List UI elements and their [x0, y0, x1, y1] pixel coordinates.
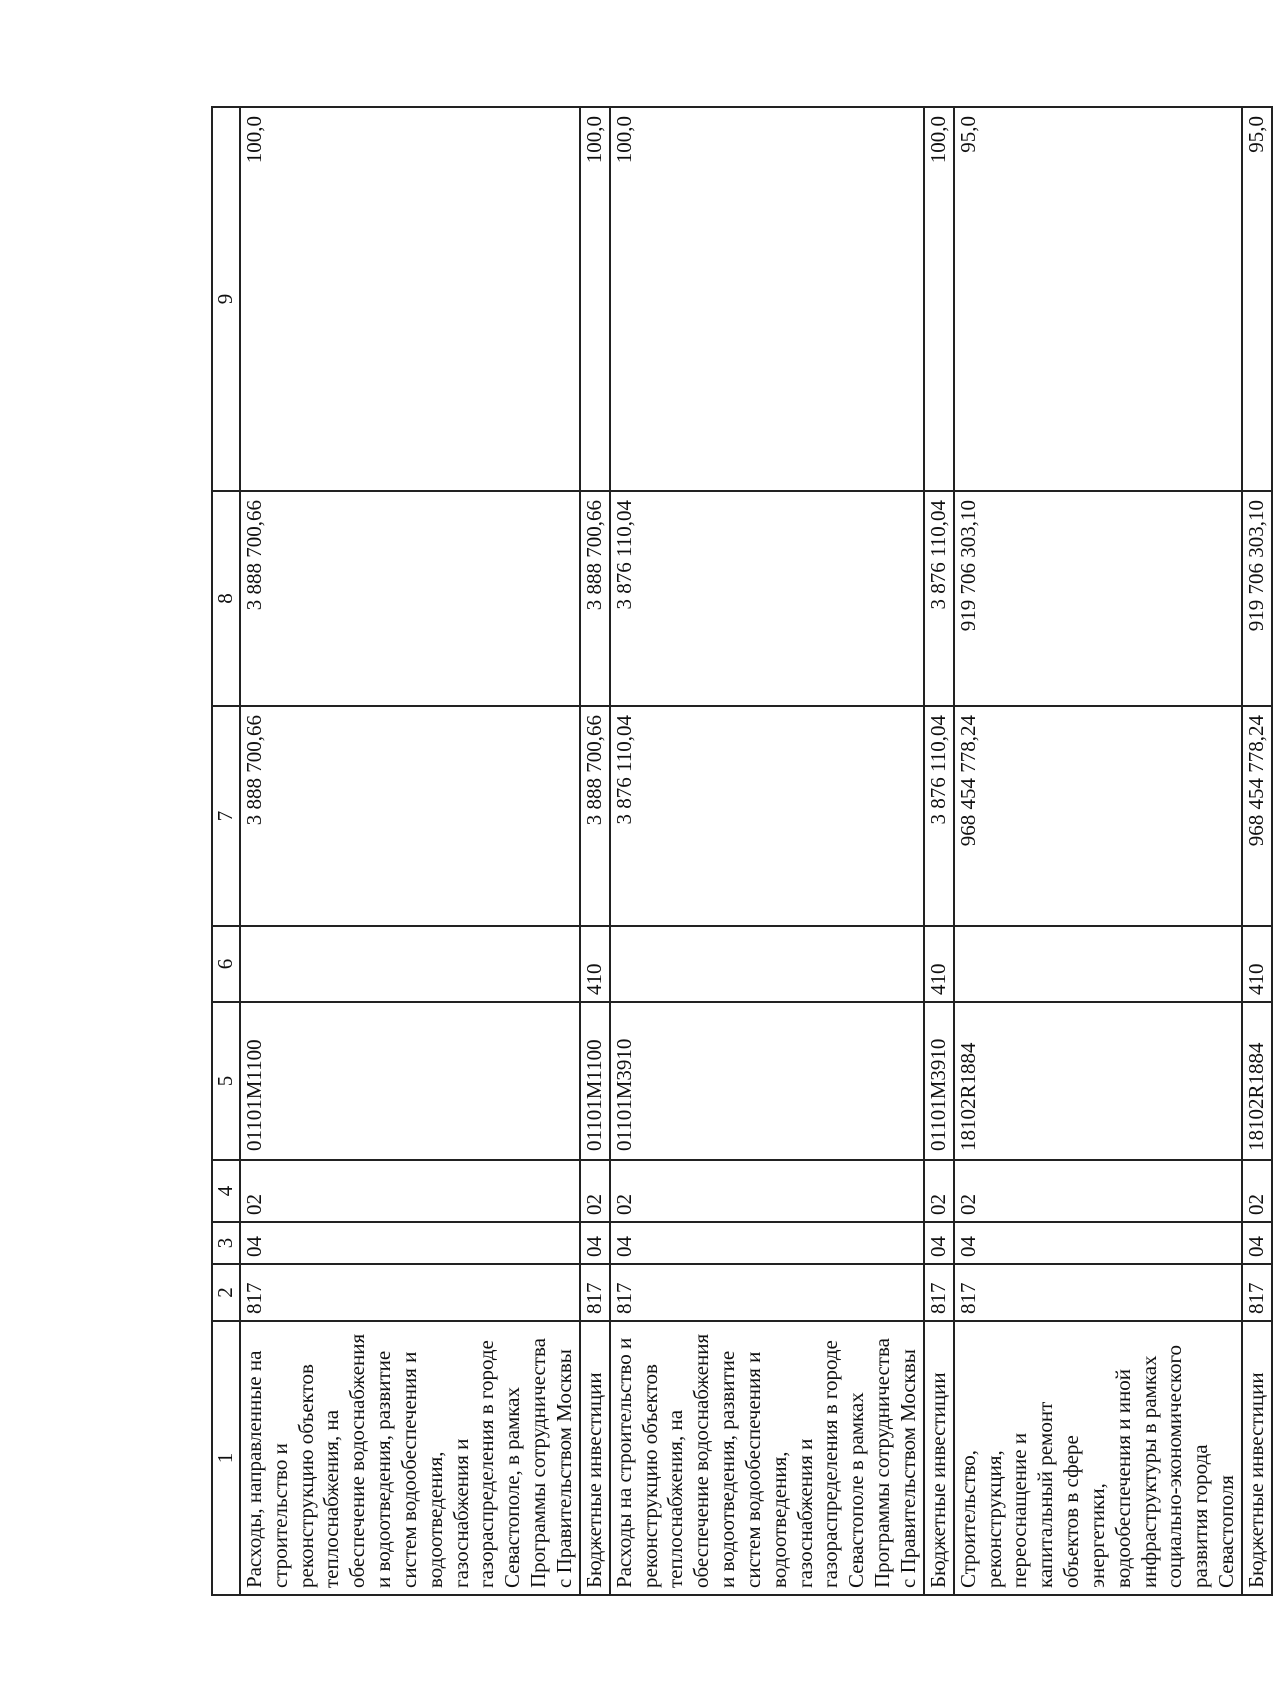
percent-cell: 100,0 — [240, 107, 580, 491]
amount-cell: 3 876 110,04 — [924, 491, 954, 706]
amount-cell: 3 876 110,04 — [924, 706, 954, 926]
amount-cell: 3 888 700,66 — [580, 491, 610, 706]
amount-cell: 3 876 110,04 — [610, 706, 924, 926]
expense-type-cell — [240, 926, 580, 1002]
amount-cell: 3 888 700,66 — [240, 706, 580, 926]
amount-cell: 968 454 778,24 — [1242, 706, 1272, 926]
header-cell: 2 — [212, 1264, 240, 1321]
expense-type-cell: 410 — [1242, 926, 1272, 1002]
subsection-code-cell: 02 — [610, 1160, 924, 1222]
ministry-code-cell: 817 — [580, 1264, 610, 1321]
header-cell: 3 — [212, 1222, 240, 1264]
amount-cell: 3 876 110,04 — [610, 491, 924, 706]
header-cell: 6 — [212, 926, 240, 1002]
expense-type-cell: 410 — [580, 926, 610, 1002]
header-cell: 1 — [212, 1321, 240, 1595]
header-cell: 8 — [212, 491, 240, 706]
expense-name-cell: Бюджетные инвестиции — [924, 1321, 954, 1595]
subsection-code-cell: 02 — [954, 1160, 1242, 1222]
target-article-cell: 18102R1884 — [1242, 1002, 1272, 1160]
section-code-cell: 04 — [924, 1222, 954, 1264]
header-cell: 4 — [212, 1160, 240, 1222]
amount-cell: 3 888 700,66 — [240, 491, 580, 706]
expense-type-cell: 410 — [924, 926, 954, 1002]
section-code-cell: 04 — [610, 1222, 924, 1264]
table-row — [1242, 107, 1272, 1595]
ministry-code-cell: 817 — [954, 1264, 1242, 1321]
ministry-code-cell: 817 — [924, 1264, 954, 1321]
header-row — [212, 107, 240, 1595]
amount-cell: 968 454 778,24 — [954, 706, 1242, 926]
table-row — [240, 107, 580, 1595]
target-article-cell: 01101M1100 — [580, 1002, 610, 1160]
section-code-cell: 04 — [1242, 1222, 1272, 1264]
expense-name-cell: Строительство, реконструкция, переоснащение и капитальный ремонт объектов в сфере энергетики, водообеспечения и иной инфраструктуры в рамках социально-экономического развития города Севастополя — [954, 1321, 1242, 1595]
target-article-cell: 01101M3910 — [924, 1002, 954, 1160]
expense-name-cell: Расходы на строительство и реконструкцию объектов теплоснабжения, на обеспечение водоснабжения и водоотведения, развитие систем водообеспечения и водоотведения, газоснабжения и газораспределения в городе Севастополе в рамках Программы сотрудничества с Правительством Москвы — [610, 1321, 924, 1595]
section-code-cell: 04 — [954, 1222, 1242, 1264]
amount-cell: 919 706 303,10 — [1242, 491, 1272, 706]
expense-name-cell: Бюджетные инвестиции — [580, 1321, 610, 1595]
percent-cell: 95,0 — [954, 107, 1242, 491]
subsection-code-cell: 02 — [580, 1160, 610, 1222]
header-cell: 7 — [212, 706, 240, 926]
percent-cell: 100,0 — [924, 107, 954, 491]
percent-cell: 95,0 — [1242, 107, 1272, 491]
target-article-cell: 01101M3910 — [610, 1002, 924, 1160]
header-cell: 9 — [212, 107, 240, 491]
percent-cell: 100,0 — [610, 107, 924, 491]
expense-type-cell — [610, 926, 924, 1002]
ministry-code-cell: 817 — [610, 1264, 924, 1321]
table-row — [924, 107, 954, 1595]
expense-name-cell: Расходы, направленные на строительство и реконструкцию объектов теплоснабжения, на обеспечение водоснабжения и водоотведения, развитие систем водообеспечения и водоотведения, газоснабжения и газораспределения в городе Севастополе, в рамках Программы сотрудничества с Правительством Москвы — [240, 1321, 580, 1595]
expense-type-cell — [954, 926, 1242, 1002]
amount-cell: 919 706 303,10 — [954, 491, 1242, 706]
percent-cell: 100,0 — [580, 107, 610, 491]
table-row — [954, 107, 1242, 1595]
rotated-table-container — [211, 108, 1268, 1596]
table-row — [580, 107, 610, 1595]
section-code-cell: 04 — [580, 1222, 610, 1264]
amount-cell: 3 888 700,66 — [580, 706, 610, 926]
target-article-cell: 01101M1100 — [240, 1002, 580, 1160]
budget-table — [211, 106, 1273, 1596]
subsection-code-cell: 02 — [924, 1160, 954, 1222]
section-code-cell: 04 — [240, 1222, 580, 1264]
table-row — [610, 107, 924, 1595]
ministry-code-cell: 817 — [240, 1264, 580, 1321]
expense-name-cell: Бюджетные инвестиции — [1242, 1321, 1272, 1595]
target-article-cell: 18102R1884 — [954, 1002, 1242, 1160]
ministry-code-cell: 817 — [1242, 1264, 1272, 1321]
subsection-code-cell: 02 — [240, 1160, 580, 1222]
subsection-code-cell: 02 — [1242, 1160, 1272, 1222]
header-cell: 5 — [212, 1002, 240, 1160]
